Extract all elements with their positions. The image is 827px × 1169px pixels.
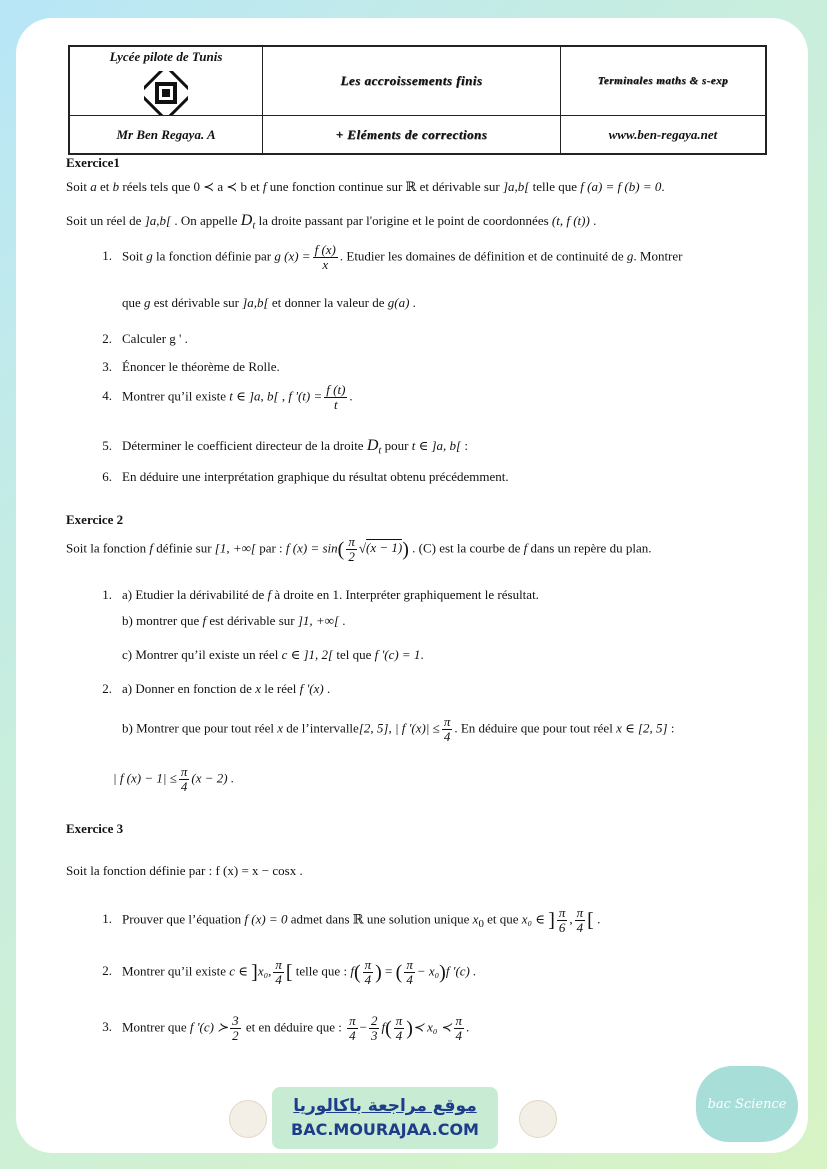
ex3-intro: Soit la fonction définie par : f (x) = x − cosx .: [66, 863, 303, 878]
school-name: Lycée pilote de Tunis: [109, 49, 223, 64]
ex2-question-2b-cont: | f (x) − 1| ≤ $\frac{\pi}{4}$ (x − 2) .: [113, 764, 235, 794]
document-title: Les accroissements finis: [263, 46, 561, 116]
bac-science-badge: bac Science: [696, 1066, 798, 1142]
footer-arabic-text: موقع مراجعة باكالوريا: [293, 1096, 477, 1116]
left-mascot-icon: [229, 1100, 267, 1138]
exercise-2-title: Exercice 2: [66, 512, 124, 527]
ex1-intro-1: Soit a et b réels tels que 0 ≺ a ≺ b et f une fonction continue sur ℝ et dérivable sur ]a,b[ telle que f (a) = f (b) = 0.: [66, 179, 665, 194]
ex3-question-1: 1. Prouver que l’équation f (x) = 0 admet dans ℝ une solution unique $x_0$ et que x₀ ∈ ] $\frac{\pi}{6}$ , $\frac{\pi}{4}$ [ .: [102, 905, 601, 935]
ex1-question-4: 4. Montrer qu’il existe t ∈ ]a, b[ , f '(t) = $\frac{f (t)}{t}$ .: [102, 382, 353, 412]
ex2-question-2b: b) Montrer que pour tout réel x de l’intervalle[2, 5], | f '(x)| ≤ $\frac{\pi}{4}$ . En déduire que pour tout réel x ∈ [2, 5] :: [122, 714, 675, 744]
exercise-1-title: Exercice1: [66, 155, 120, 170]
ex2-question-1a: 1. a) Etudier la dérivabilité de f à droite en 1. Interpréter graphiquement le résultat.: [102, 587, 539, 602]
footer-site-link[interactable]: BAC.MOURAJAA.COM: [291, 1120, 479, 1139]
teacher-name: Mr Ben Regaya. A: [69, 116, 263, 155]
right-mascot-icon: [519, 1100, 557, 1138]
ex1-question-1-cont: que g est dérivable sur ]a,b[ et donner la valeur de g(a) .: [122, 295, 416, 310]
ex2-question-2a: 2. a) Donner en fonction de x le réel f '(x) .: [102, 681, 331, 696]
document-page: [16, 18, 808, 1153]
ex1-question-3: 3. Énoncer le théorème de Rolle.: [102, 359, 280, 374]
ex3-question-3: 3. Montrer que f '(c) ≻ $\frac{3}{2}$ et en déduire que : $\frac{\pi}{4}$ − $\frac{2}{3}$ f( $\frac{\pi}{4}$ )≺ x₀ ≺ $\frac{\pi}{4}$ .: [102, 1013, 470, 1043]
ex2-question-1b: b) montrer que f est dérivable sur ]1, +∞[ .: [122, 613, 346, 628]
header-table: [68, 45, 767, 155]
school-logo-icon: [144, 71, 188, 115]
ex2-intro: Soit la fonction f définie sur [1, +∞[ par : f (x) = sin( $\frac{\pi}{2}$ √(x − 1)) . (C) est la courbe de f dans un repère du plan.: [66, 534, 652, 564]
exercise-2: [66, 512, 778, 838]
document-subtitle: + Eléments de corrections: [263, 116, 561, 155]
footer-banner[interactable]: [272, 1087, 498, 1149]
school-cell: [69, 46, 263, 116]
ex1-question-2: 2. Calculer g ' .: [102, 331, 188, 346]
ex1-question-6: 6. En déduire une interprétation graphique du résultat obtenu précédemment.: [102, 469, 509, 484]
ex2-question-1c: c) Montrer qu’il existe un réel c ∈ ]1, 2[ tel que f '(c) = 1.: [122, 647, 424, 662]
exercise-3-title: Exercice 3: [66, 821, 124, 836]
exercise-1: [66, 155, 778, 515]
ex1-intro-2: Soit un réel de ]a,b[ . On appelle $D_t$ la droite passant par l'origine et le point de coordonnées (t, f (t)) .: [66, 212, 597, 232]
document-content: [66, 45, 778, 1138]
level-label: Terminales maths & s-exp: [560, 46, 766, 116]
ex3-question-2: 2. Montrer qu’il existe c ∈ ]x₀, $\frac{\pi}{4}$ [ telle que : f( $\frac{\pi}{4}$ ) = ( $\frac{\pi}{4}$ − x₀)f '(c) .: [102, 957, 477, 987]
ex1-question-1: 1. Soit g la fonction définie par g (x) = $\frac{f (x)}{x}$ . Etudier les domaines de définition et de continuité de g. Montrer: [102, 242, 683, 272]
ex1-question-5: 5. Déterminer le coefficient directeur de la droite $D_t$ pour t ∈ ]a, b[ :: [102, 437, 468, 457]
website-link[interactable]: www.ben-regaya.net: [560, 116, 766, 155]
